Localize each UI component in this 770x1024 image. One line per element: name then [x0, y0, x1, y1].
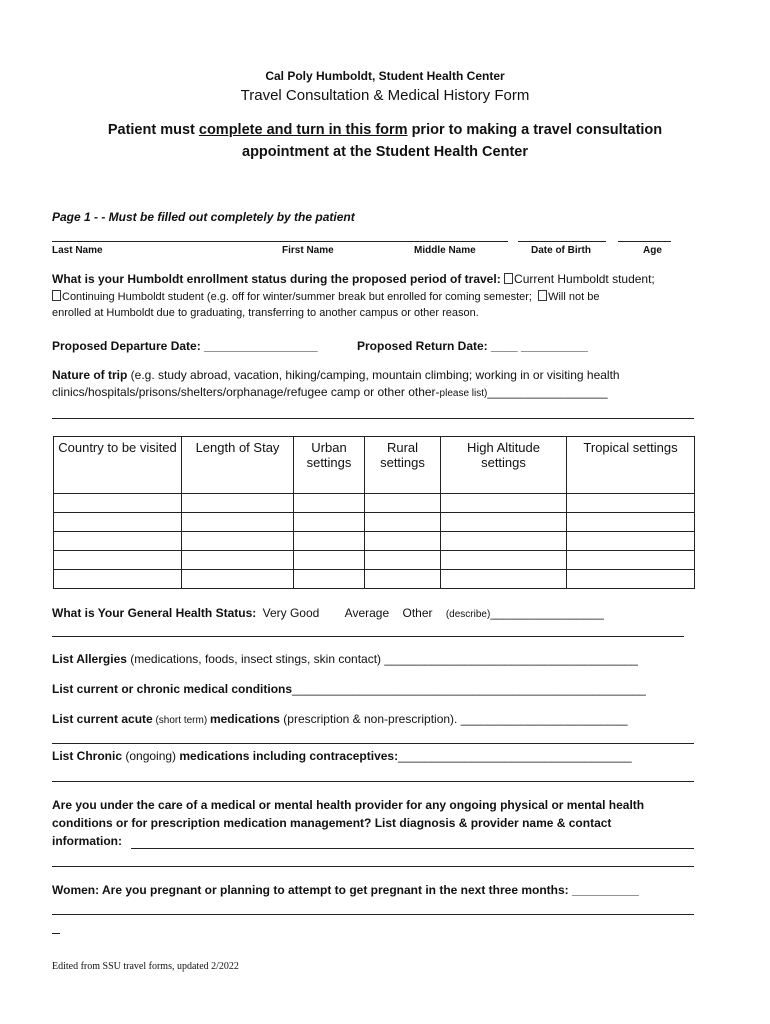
allergies-label: List Allergies	[52, 652, 127, 666]
notice-line-2: appointment at the Student Health Center	[242, 144, 528, 160]
health-extra-line[interactable]	[52, 636, 684, 637]
chronic-conditions-label: List current or chronic medical conditions	[52, 682, 293, 696]
table-cell[interactable]	[182, 513, 294, 532]
col-tropical: Tropical settings	[567, 437, 695, 494]
enrollment-line-1	[52, 272, 655, 286]
table-cell[interactable]	[294, 532, 365, 551]
table-cell[interactable]	[441, 513, 567, 532]
table-row	[54, 532, 695, 551]
col-urban: Urban settings	[294, 437, 365, 494]
table-cell[interactable]	[365, 494, 441, 513]
middle-name-label: Middle Name	[414, 245, 476, 256]
acute-meds-label-1: List current acute	[52, 712, 153, 726]
provider-extra-line[interactable]	[52, 866, 694, 867]
col-rural: Rural settings	[365, 437, 441, 494]
health-other[interactable]: Other	[402, 606, 433, 620]
col-length-of-stay: Length of Stay	[182, 437, 294, 494]
table-row	[54, 513, 695, 532]
notice-post: prior to making a travel consultation	[407, 122, 663, 138]
notice-pre: Patient must	[107, 122, 199, 138]
trip-nature-extra-line[interactable]	[52, 418, 694, 419]
table-cell[interactable]	[567, 494, 695, 513]
table-cell[interactable]	[441, 570, 567, 589]
chronic-meds-field[interactable]	[52, 749, 632, 763]
chronic-meds-label-1: List Chronic	[52, 749, 123, 763]
acute-meds-rest: (prescription & non-prescription). _________________________	[279, 712, 628, 726]
col-high-altitude: High Altitude settings	[441, 437, 567, 494]
col-country: Country to be visited	[54, 437, 182, 494]
table-row	[54, 570, 695, 589]
table-cell[interactable]	[365, 532, 441, 551]
trip-nature-examples: (e.g. study abroad, vacation, hiking/camping, mountain climbing; working in or visiting health	[127, 368, 620, 382]
chronic-meds-extra-line[interactable]	[52, 781, 694, 782]
trip-nature-line-2-text: clinics/hospitals/prisons/shelters/orphanage/refugee camp or other other-	[52, 385, 440, 399]
notice-line-1	[0, 122, 770, 138]
acute-short-term-note: (short term)	[152, 715, 210, 726]
footer-note: Edited from SSU travel forms, updated 2/2022	[52, 961, 239, 972]
acute-meds-field[interactable]	[52, 712, 628, 726]
please-list-note: please list)	[439, 388, 488, 399]
table-cell[interactable]	[294, 551, 365, 570]
table-cell[interactable]	[567, 532, 695, 551]
org-name: Cal Poly Humboldt, Student Health Center	[265, 69, 505, 83]
provider-question-line-1: Are you under the care of a medical or mental health provider for any ongoing physical or mental health	[52, 798, 645, 812]
age-line[interactable]	[618, 241, 671, 242]
health-very-good[interactable]: Very Good	[262, 606, 320, 620]
chronic-meds-blank[interactable]: ___________________________________	[398, 749, 632, 763]
allergies-rest: (medications, foods, insect stings, skin contact) ______________________________________	[126, 652, 638, 666]
first-name-label: First Name	[282, 245, 334, 256]
provider-answer-line[interactable]	[131, 848, 694, 849]
last-name-label: Last Name	[52, 245, 103, 256]
table-cell[interactable]	[182, 494, 294, 513]
health-status-row	[52, 606, 604, 620]
table-row	[54, 494, 695, 513]
health-describe-blank[interactable]: _________________	[490, 606, 604, 620]
pregnancy-question[interactable]: Women: Are you pregnant or planning to attempt to get pregnant in the next three months: __________	[52, 883, 639, 897]
age-label: Age	[643, 245, 662, 256]
current-student-label: Current Humboldt student;	[514, 272, 655, 286]
page-note: Page 1 - - Must be filled out completely by the patient	[52, 210, 355, 224]
chronic-conditions-field[interactable]	[52, 682, 646, 696]
provider-question-line-3: information:	[52, 834, 122, 848]
enrollment-line-3: enrolled at Humboldt due to graduating, transferring to another campus or other reason.	[52, 307, 479, 319]
dob-line[interactable]	[518, 241, 606, 242]
dob-label: Date of Birth	[531, 245, 591, 256]
dash-mark	[52, 933, 60, 934]
table-cell[interactable]	[441, 551, 567, 570]
acute-meds-label-2: medications	[209, 712, 280, 726]
name-line[interactable]	[52, 241, 508, 242]
provider-question-line-2: conditions or for prescription medication management? List diagnosis & provider name & contact	[52, 816, 612, 830]
departure-date-field[interactable]: Proposed Departure Date: _________________	[52, 339, 318, 353]
continuing-student-label: Continuing Humboldt student (e.g. off for winter/summer break but enrolled for coming semester;	[62, 291, 532, 303]
allergies-field[interactable]	[52, 652, 638, 666]
chronic-meds-ongoing: (ongoing)	[122, 749, 180, 763]
table-cell[interactable]	[365, 570, 441, 589]
health-status-label: What is Your General Health Status:	[52, 606, 257, 620]
table-cell[interactable]	[365, 513, 441, 532]
form-title: Travel Consultation & Medical History Form	[240, 87, 530, 104]
table-cell[interactable]	[567, 570, 695, 589]
table-cell[interactable]	[567, 513, 695, 532]
table-cell[interactable]	[294, 513, 365, 532]
trip-nature-label: Nature of trip	[52, 368, 128, 382]
health-describe-note: (describe)	[445, 609, 491, 620]
current-student-checkbox[interactable]	[504, 273, 513, 284]
trip-nature-blank[interactable]: __________________	[487, 385, 608, 399]
acute-meds-extra-line[interactable]	[52, 743, 694, 744]
chronic-conditions-blank[interactable]: _____________________________________________________	[292, 682, 646, 696]
table-cell[interactable]	[441, 494, 567, 513]
notice-underlined: complete and turn in this form	[198, 122, 408, 138]
table-cell[interactable]	[54, 570, 182, 589]
table-header-row	[54, 437, 695, 494]
table-cell[interactable]	[441, 532, 567, 551]
table-cell[interactable]	[567, 551, 695, 570]
trip-nature-line-1	[52, 368, 620, 382]
chronic-meds-label-2: medications including contraceptives:	[179, 749, 399, 763]
table-cell[interactable]	[54, 551, 182, 570]
table-cell[interactable]	[294, 570, 365, 589]
table-cell[interactable]	[294, 494, 365, 513]
health-average[interactable]: Average	[344, 606, 390, 620]
table-cell[interactable]	[365, 551, 441, 570]
enrollment-line-2	[52, 290, 599, 303]
table-cell[interactable]	[54, 494, 182, 513]
return-date-field[interactable]: Proposed Return Date: ____ __________	[357, 339, 588, 353]
continuing-student-checkbox[interactable]	[52, 290, 61, 301]
table-cell[interactable]	[54, 532, 182, 551]
table-cell[interactable]	[182, 551, 294, 570]
destination-table	[53, 436, 695, 589]
not-enrolled-checkbox[interactable]	[538, 290, 547, 301]
pregnancy-extra-line[interactable]	[52, 914, 694, 915]
table-cell[interactable]	[54, 513, 182, 532]
not-enrolled-label: Will not be	[548, 291, 600, 303]
trip-nature-line-2[interactable]	[52, 385, 608, 399]
table-cell[interactable]	[182, 532, 294, 551]
enrollment-question: What is your Humboldt enrollment status during the proposed period of travel:	[52, 272, 501, 286]
table-row	[54, 551, 695, 570]
table-cell[interactable]	[182, 570, 294, 589]
